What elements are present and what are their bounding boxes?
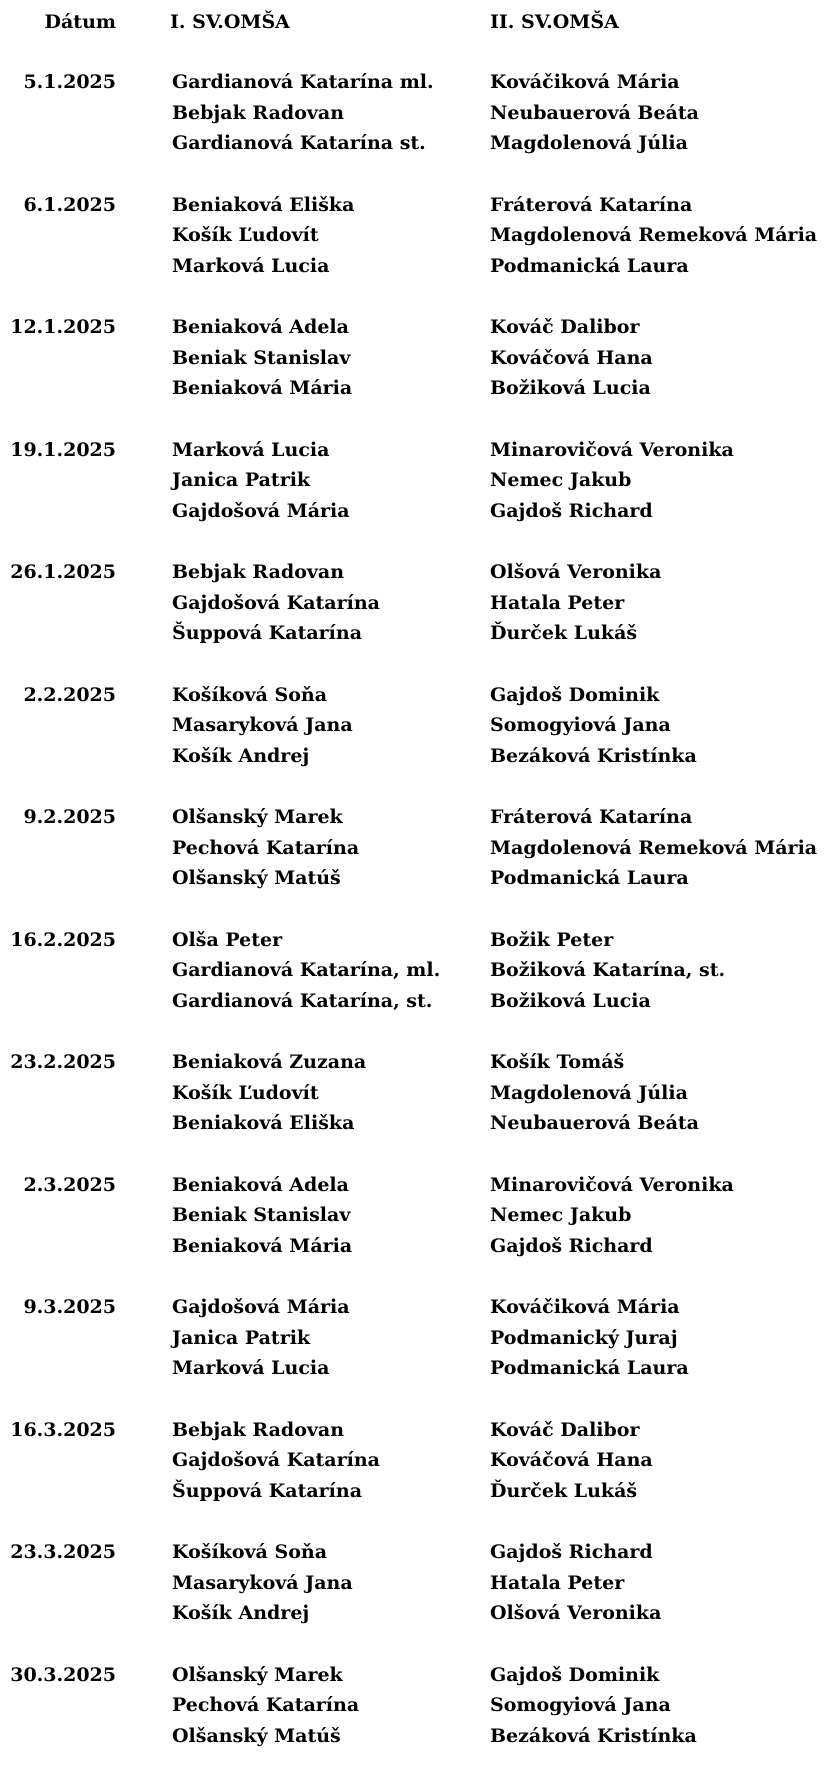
schedule-entry — [0, 802, 827, 894]
second-mass-column-header: II. SV.OMŠA — [490, 11, 619, 33]
reader-name: Gajdoš Dominik — [490, 1663, 660, 1686]
entry-date: 2.3.2025 — [23, 1173, 116, 1196]
reader-name: Šuppová Katarína — [172, 1479, 363, 1502]
reader-name: Beniaková Adela — [172, 316, 349, 338]
reader-name: Gajdošová Katarína — [172, 1449, 380, 1471]
first-mass-readers — [172, 557, 380, 649]
reader-name: Beniaková Adela — [172, 1173, 349, 1196]
schedule-list — [0, 67, 827, 1782]
first-mass-readers — [172, 1047, 366, 1139]
reader-name: Ďurček Lukáš — [490, 1479, 638, 1502]
second-mass-readers — [490, 312, 653, 404]
reader-name: Olša Peter — [172, 928, 283, 951]
reader-name: Olšová Veronika — [490, 1602, 662, 1624]
reader-name: Beniak Stanislav — [172, 346, 351, 369]
entry-date: 2.2.2025 — [23, 683, 116, 706]
reader-name: Božiková Lucia — [490, 377, 651, 399]
reader-name: Gajdošová Mária — [172, 1296, 350, 1318]
second-mass-readers — [490, 680, 697, 772]
first-mass-readers — [172, 1660, 359, 1752]
reader-name: Pechová Katarína — [172, 1694, 360, 1716]
reader-name: Somogyiová Jana — [490, 1694, 671, 1716]
reader-name: Fráterová Katarína — [490, 193, 693, 216]
reader-name: Masaryková Jana — [172, 1571, 353, 1594]
second-mass-readers — [490, 925, 725, 1017]
reader-name: Marková Lucia — [172, 1357, 330, 1379]
reader-name: Neubauerová Beáta — [490, 101, 699, 124]
reader-name: Magdolenová Remeková Mária — [490, 224, 818, 246]
schedule-entry — [0, 435, 827, 527]
reader-name: Božiková Katarína, st. — [490, 959, 726, 981]
second-mass-readers — [490, 435, 734, 527]
reader-name: Božiková Lucia — [490, 989, 651, 1012]
schedule-entry — [0, 1047, 827, 1139]
entry-date: 9.3.2025 — [23, 1296, 116, 1318]
reader-name: Janica Patrik — [172, 1326, 311, 1349]
reader-name: Beniak Stanislav — [172, 1204, 351, 1226]
reader-name: Bezáková Kristínka — [490, 744, 697, 767]
schedule-header — [0, 9, 827, 35]
reader-name: Olšanský Matúš — [172, 867, 341, 889]
entry-date: 23.3.2025 — [10, 1541, 116, 1563]
reader-name: Minarovičová Veronika — [490, 1173, 734, 1196]
reader-name: Janica Patrik — [172, 469, 311, 491]
reader-name: Beniaková Eliška — [172, 1112, 355, 1134]
reader-name: Marková Lucia — [172, 254, 330, 277]
first-mass-readers — [172, 1292, 350, 1384]
reader-name: Gardianová Katarína ml. — [172, 71, 434, 93]
reader-name: Olšová Veronika — [490, 561, 662, 583]
reader-name: Pechová Katarína — [172, 836, 360, 859]
reader-name: Masaryková Jana — [172, 714, 353, 736]
second-mass-readers — [490, 557, 661, 649]
schedule-entry — [0, 1660, 827, 1752]
first-mass-readers — [172, 1537, 353, 1629]
entry-date: 26.1.2025 — [10, 561, 116, 583]
reader-name: Ďurček Lukáš — [490, 622, 638, 644]
schedule-entry — [0, 557, 827, 649]
reader-name: Kováčová Hana — [490, 346, 653, 369]
reader-name: Hatala Peter — [490, 1571, 625, 1594]
reader-name: Gardianová Katarína st. — [172, 132, 426, 154]
schedule-entry — [0, 1170, 827, 1262]
reader-name: Košík Ľudovít — [172, 1081, 319, 1104]
reader-name: Beniaková Mária — [172, 1234, 353, 1257]
second-mass-readers — [490, 1537, 661, 1629]
reader-name: Kováčiková Mária — [490, 71, 680, 93]
entry-date: 19.1.2025 — [10, 438, 116, 461]
reader-name: Fráterová Katarína — [490, 806, 693, 828]
reader-name: Šuppová Katarína — [172, 622, 363, 644]
reader-name: Olšanský Marek — [172, 1663, 343, 1686]
reader-name: Magdolenová Júlia — [490, 1081, 688, 1104]
first-mass-readers — [172, 1415, 380, 1507]
entry-date: 6.1.2025 — [23, 193, 116, 216]
entry-date: 12.1.2025 — [10, 316, 116, 338]
entry-date: 9.2.2025 — [23, 806, 116, 828]
reader-name: Kováčiková Mária — [490, 1296, 680, 1318]
schedule-entry — [0, 1537, 827, 1629]
reader-name: Kováč Dalibor — [490, 316, 640, 338]
schedule-entry — [0, 67, 827, 159]
reader-name: Beniaková Mária — [172, 377, 353, 399]
second-mass-readers — [490, 1292, 689, 1384]
first-mass-readers — [172, 680, 353, 772]
schedule-entry — [0, 190, 827, 282]
first-mass-readers — [172, 925, 440, 1017]
reader-name: Košík Andrej — [172, 744, 310, 767]
entry-date: 16.3.2025 — [10, 1418, 116, 1441]
reader-name: Kováčová Hana — [490, 1449, 653, 1471]
reader-name: Gajdoš Richard — [490, 499, 653, 522]
reader-name: Podmanická Laura — [490, 867, 689, 889]
reader-name: Gajdoš Richard — [490, 1541, 653, 1563]
reader-name: Kováč Dalibor — [490, 1418, 640, 1441]
reader-name: Podmanická Laura — [490, 254, 689, 277]
reader-name: Bezáková Kristínka — [490, 1724, 697, 1747]
reader-name: Gardianová Katarína, st. — [172, 989, 433, 1012]
schedule-entry — [0, 1415, 827, 1507]
reader-name: Nemec Jakub — [490, 469, 632, 491]
second-mass-readers — [490, 67, 699, 159]
reader-name: Podmanická Laura — [490, 1357, 689, 1379]
reader-name: Gajdoš Richard — [490, 1234, 653, 1257]
second-mass-readers — [490, 1660, 697, 1752]
schedule-entry — [0, 312, 827, 404]
schedule-entry — [0, 680, 827, 772]
reader-name: Beniaková Eliška — [172, 193, 355, 216]
reader-name: Košík Tomáš — [490, 1051, 625, 1073]
schedule-entry — [0, 1292, 827, 1384]
reader-name: Olšanský Matúš — [172, 1724, 341, 1747]
reader-name: Magdolenová Júlia — [490, 132, 688, 154]
second-mass-readers — [490, 1415, 653, 1507]
reader-name: Minarovičová Veronika — [490, 438, 734, 461]
reader-name: Košík Andrej — [172, 1602, 310, 1624]
first-mass-readers — [172, 190, 354, 282]
reader-name: Košíková Soňa — [172, 683, 328, 706]
date-column-header: Dátum — [44, 11, 116, 33]
reader-name: Beniaková Zuzana — [172, 1051, 367, 1073]
entry-date: 5.1.2025 — [23, 71, 116, 93]
reader-name: Gardianová Katarína, ml. — [172, 959, 441, 981]
entry-date: 16.2.2025 — [10, 928, 116, 951]
first-mass-readers — [172, 312, 352, 404]
reader-name: Božik Peter — [490, 928, 614, 951]
first-mass-readers — [172, 1170, 352, 1262]
first-mass-readers — [172, 435, 350, 527]
reader-name: Gajdošová Mária — [172, 499, 350, 522]
reader-name: Košík Ľudovít — [172, 224, 319, 246]
entry-date: 30.3.2025 — [10, 1663, 116, 1686]
reader-name: Hatala Peter — [490, 591, 625, 614]
reader-name: Neubauerová Beáta — [490, 1112, 699, 1134]
second-mass-readers — [490, 1047, 699, 1139]
reader-name: Bebjak Radovan — [172, 1418, 345, 1441]
reader-name: Marková Lucia — [172, 438, 330, 461]
reader-name: Somogyiová Jana — [490, 714, 671, 736]
first-mass-readers — [172, 67, 434, 159]
reader-name: Gajdošová Katarína — [172, 591, 380, 614]
second-mass-readers — [490, 802, 817, 894]
first-mass-readers — [172, 802, 359, 894]
schedule-entry — [0, 925, 827, 1017]
reader-name: Olšanský Marek — [172, 806, 343, 828]
entry-date: 23.2.2025 — [10, 1051, 116, 1073]
reader-name: Bebjak Radovan — [172, 561, 345, 583]
reader-name: Podmanický Juraj — [490, 1326, 678, 1349]
reader-name: Magdolenová Remeková Mária — [490, 836, 818, 859]
second-mass-readers — [490, 1170, 734, 1262]
reader-name: Nemec Jakub — [490, 1204, 632, 1226]
reader-name: Gajdoš Dominik — [490, 683, 660, 706]
first-mass-column-header: I. SV.OMŠA — [170, 11, 290, 33]
reader-name: Košíková Soňa — [172, 1541, 328, 1563]
second-mass-readers — [490, 190, 817, 282]
reader-name: Bebjak Radovan — [172, 101, 345, 124]
